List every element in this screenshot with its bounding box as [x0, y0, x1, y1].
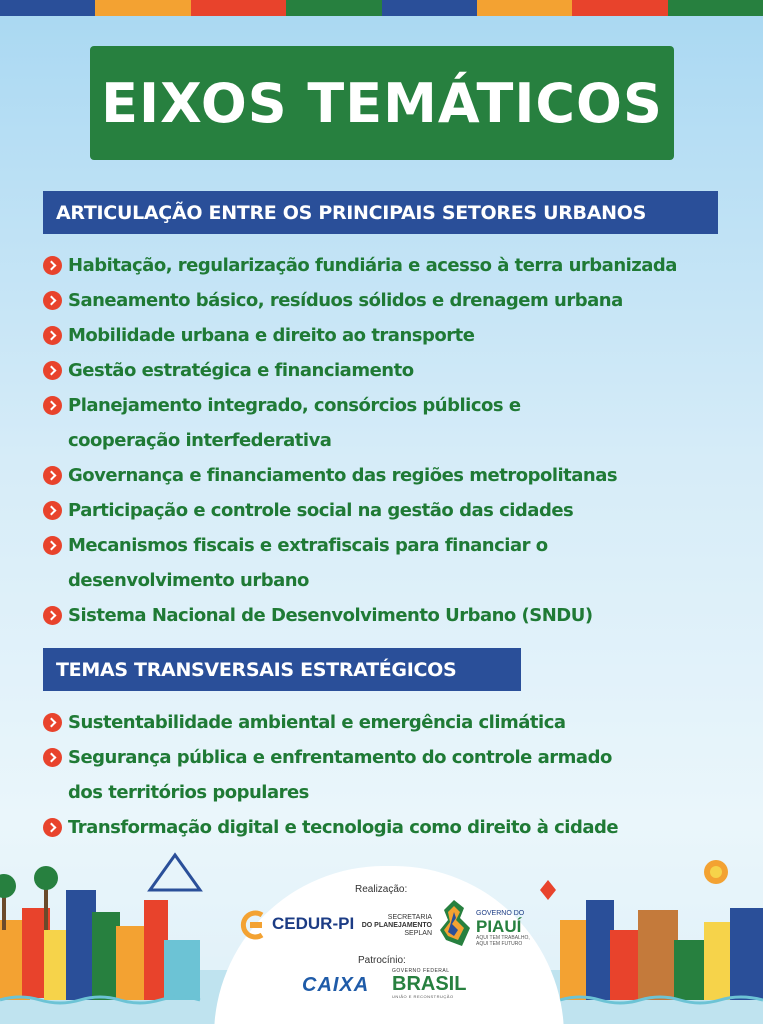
list-item — [43, 318, 708, 353]
top-color-stripes — [0, 0, 763, 16]
chevron-right-icon — [43, 256, 62, 275]
list-item-text: Sistema Nacional de Desenvolvimento Urbano (SNDU) — [68, 605, 593, 626]
stripe — [95, 0, 190, 16]
right-buildings — [540, 860, 763, 1000]
chevron-right-icon — [43, 396, 62, 415]
chevron-right-icon — [43, 291, 62, 310]
piaui-map-icon — [436, 900, 472, 946]
realizacao-label: Realização: — [355, 884, 408, 895]
page-title: EIXOS TEMÁTICOS — [101, 71, 663, 135]
title-banner — [90, 46, 674, 160]
cedur-logo-text: CEDUR-PI — [272, 914, 355, 933]
chevron-right-icon — [43, 326, 62, 345]
list-item-text: Gestão estratégica e financiamento — [68, 360, 414, 381]
list-item — [43, 705, 708, 740]
list-item-text: Segurança pública e enfrentamento do controle armado dos territórios populares — [68, 747, 612, 803]
seplan-line: SEPLAN — [404, 930, 432, 937]
list-item-text: Planejamento integrado, consórcios públicos e cooperação interfederativa — [68, 395, 521, 451]
chevron-right-icon — [43, 606, 62, 625]
chevron-right-icon — [43, 818, 62, 837]
list-item-text: Participação e controle social na gestão das cidades — [68, 500, 574, 521]
seplan-line: SECRETARIA — [387, 914, 432, 921]
list-item-text: Saneamento básico, resíduos sólidos e drenagem urbana — [68, 290, 623, 311]
list-item — [43, 353, 708, 388]
cedur-logo-icon — [240, 910, 268, 940]
section-heading-setores: ARTICULAÇÃO ENTRE OS PRINCIPAIS SETORES URBANOS — [43, 191, 718, 234]
left-buildings — [0, 855, 200, 1000]
governo-federal-logo — [392, 968, 466, 999]
stripe — [191, 0, 286, 16]
brasil-word-text: BRASIL — [392, 973, 467, 995]
list-item-text: Transformação digital e tecnologia como direito à cidade — [68, 817, 619, 838]
list-item — [43, 388, 708, 458]
list-item — [43, 810, 708, 845]
governo-piaui-logo — [476, 910, 530, 947]
chevron-right-icon — [43, 536, 62, 555]
list-item — [43, 740, 708, 810]
list-item-text: Mecanismos fiscais e extrafiscais para financiar o desenvolvimento urbano — [68, 535, 548, 591]
caixa-logo-text: CAIXA — [302, 974, 370, 996]
transversais-list — [43, 705, 708, 845]
piaui-small-text: GOVERNO DO — [476, 910, 525, 917]
list-item — [43, 458, 708, 493]
stripe — [382, 0, 477, 16]
piaui-slogan-text: AQUI TEM FUTURO — [476, 941, 523, 947]
list-item — [43, 493, 708, 528]
piaui-big-text: PIAUÍ — [476, 917, 522, 936]
piaui-slogan-text: AQUI TEM TRABALHO, — [476, 935, 530, 941]
seplan-line: DO PLANEJAMENTO — [361, 922, 432, 929]
list-item — [43, 248, 708, 283]
chevron-right-icon — [43, 361, 62, 380]
list-item — [43, 598, 708, 633]
stripe — [0, 0, 95, 16]
stripe — [286, 0, 381, 16]
chevron-right-icon — [43, 713, 62, 732]
list-item-text: Mobilidade urbana e direito ao transporte — [68, 325, 475, 346]
chevron-right-icon — [43, 466, 62, 485]
list-item — [43, 528, 708, 598]
setores-list — [43, 248, 708, 633]
chevron-right-icon — [43, 501, 62, 520]
section-heading-transversais: TEMAS TRANSVERSAIS ESTRATÉGICOS — [43, 648, 521, 691]
stripe — [477, 0, 572, 16]
stripe — [668, 0, 763, 16]
brasil-bottom-text: UNIÃO E RECONSTRUÇÃO — [392, 994, 454, 999]
list-item-text: Governança e financiamento das regiões metropolitanas — [68, 465, 618, 486]
list-item-text: Habitação, regularização fundiária e acesso à terra urbanizada — [68, 255, 677, 276]
chevron-right-icon — [43, 748, 62, 767]
seplan-logo-text — [360, 914, 432, 938]
list-item-text: Sustentabilidade ambiental e emergência climática — [68, 712, 566, 733]
brasil-top-text: GOVERNO FEDERAL — [392, 968, 450, 974]
patrocinio-label: Patrocínio: — [358, 955, 406, 966]
stripe — [572, 0, 667, 16]
list-item — [43, 283, 708, 318]
